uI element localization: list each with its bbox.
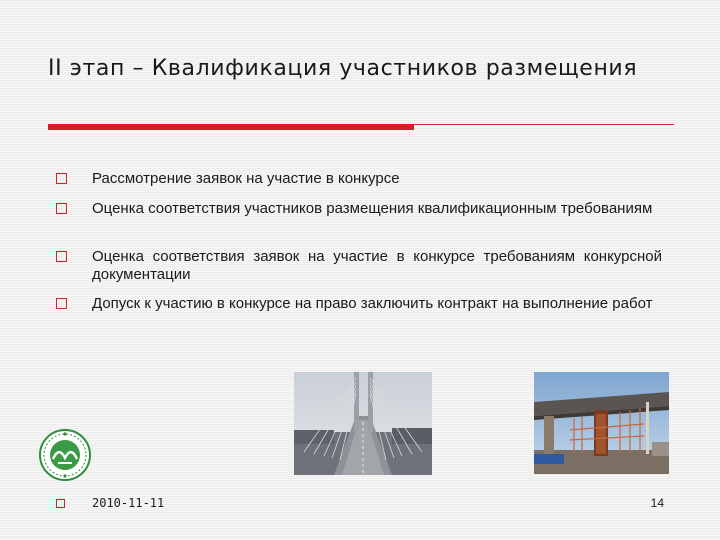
bullet-text: Рассмотрение заявок на участие в конкурсе [92, 170, 400, 187]
slide-title: II этап – Квалификация участников размещения [48, 56, 638, 81]
square-bullet-icon [56, 173, 67, 184]
bridge-photo [294, 372, 432, 475]
construction-photo [534, 372, 669, 474]
square-bullet-icon [56, 203, 67, 214]
bullet-text: Допуск к участию в конкурсе на право заключить контракт на выполнение работ [92, 295, 653, 312]
page-number: 14 [650, 496, 664, 510]
bullet-text: Оценка соответствия участников размещения квалификационным требованиям [92, 200, 653, 217]
bullet-text: Оценка соответствия заявок на участие в конкурсе требованиям конкурсной документации [92, 248, 662, 283]
footer-date: 2010-11-11 [92, 496, 165, 510]
emblem-logo [38, 428, 92, 482]
title-underline-line [414, 124, 674, 125]
square-bullet-icon [56, 298, 67, 309]
footer-square-bullet-icon [56, 499, 65, 508]
square-bullet-icon [56, 251, 67, 262]
title-underline-bar [48, 124, 414, 130]
